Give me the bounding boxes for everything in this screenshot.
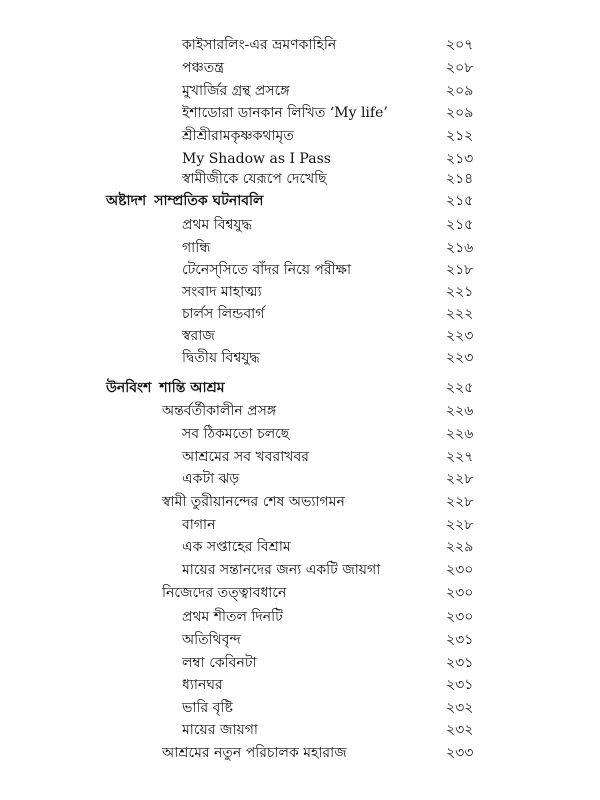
- toc-entry-title: মায়ের সন্তানদের জন্য একটি জায়গা: [182, 562, 381, 578]
- toc-page-number: ২১৮: [446, 262, 474, 278]
- toc-page-number: ২০৯: [446, 105, 474, 121]
- toc-entry-row: [0, 303, 600, 325]
- toc-page-number: ২২১: [446, 284, 474, 300]
- toc-page-number: ২২২: [446, 306, 474, 322]
- toc-entry-title: ইশাডোরা ডানকান লিখিত ‘My life’: [182, 105, 388, 121]
- toc-entry-row: [0, 559, 600, 581]
- toc-entry-row: [0, 34, 600, 56]
- toc-page-number: ২০৭: [446, 37, 474, 53]
- toc-entry-row: [0, 259, 600, 281]
- toc-entry-title: এক সপ্তাহের বিশ্রাম: [182, 539, 291, 555]
- toc-page-number: ২২৩: [446, 350, 474, 366]
- toc-page-number: ২০৯: [446, 83, 474, 99]
- toc-page-number: ২২৫: [446, 380, 474, 396]
- chapter-title: সাম্প্রতিক ঘটনাবলি: [154, 193, 264, 209]
- toc-page-number: ২২৬: [446, 403, 474, 419]
- toc-entry-title: দ্বিতীয় বিশ্বযুদ্ধ: [182, 350, 260, 366]
- toc-entry-title: অতিথিবৃন্দ: [182, 632, 241, 648]
- toc-entry-title: পঞ্চতন্ত্র: [182, 60, 224, 76]
- chapter-number-label: উনবিংশ: [106, 380, 152, 396]
- toc-entry-title: অন্তর্বর্তীকালীন প্রসঙ্গ: [162, 403, 277, 419]
- toc-page-number: ২৩০: [446, 562, 474, 578]
- toc-entry-title: স্বরাজ: [182, 328, 215, 344]
- toc-entry-title: [106, 190, 263, 212]
- toc-entry-row: [0, 674, 600, 696]
- toc-entry-row: [0, 102, 600, 124]
- toc-section-row: [0, 742, 600, 764]
- chapter-number-label: অষ্টাদশ: [106, 193, 147, 209]
- toc-page-number: ২২৭: [446, 449, 474, 465]
- toc-entry-title: টেনেস্‌সিতে বাঁদর নিয়ে পরীক্ষা: [182, 262, 352, 278]
- toc-chapter-row: [0, 377, 600, 399]
- toc-entry-title: সংবাদ মাহাত্ম্য: [182, 284, 262, 300]
- toc-entry-title: সব ঠিকমতো চলছে: [182, 426, 290, 442]
- toc-entry-row: [0, 423, 600, 445]
- toc-entry-title: My Shadow as I Pass: [182, 151, 331, 167]
- toc-entry-title: স্বামীজীকে যেরূপে দেখেছি: [182, 171, 327, 187]
- toc-page-number: ২৩০: [446, 585, 474, 601]
- toc-page-number: ২৩২: [446, 700, 474, 716]
- toc-entry-title: কাইসারলিং-এর ভ্রমণকাহিনি: [182, 37, 337, 53]
- toc-chapter-row: [0, 190, 600, 212]
- toc-page-number: ২৩১: [446, 655, 474, 671]
- toc-entry-row: [0, 214, 600, 236]
- toc-entry-row: [0, 536, 600, 558]
- toc-entry-title: একটা ঝড়: [182, 471, 240, 487]
- toc-entry-row: [0, 347, 600, 369]
- toc-entry-title: [106, 377, 225, 399]
- toc-entry-title: ভারি বৃষ্টি: [182, 700, 233, 716]
- toc-page-number: ২২৯: [446, 539, 474, 555]
- toc-page-number: ২২৬: [446, 426, 474, 442]
- toc-entry-title: মুখার্জির গ্রন্থ প্রসঙ্গে: [182, 83, 290, 99]
- toc-section-row: [0, 582, 600, 604]
- toc-entry-title: প্রথম বিশ্বযুদ্ধ: [182, 217, 252, 233]
- toc-entry-title: ধ্যানঘর: [182, 677, 223, 693]
- toc-entry-row: [0, 468, 600, 490]
- toc-page-number: ২৩১: [446, 632, 474, 648]
- toc-entry-row: [0, 446, 600, 468]
- toc-entry-title: চার্লস লিন্ডবার্গ: [182, 306, 265, 322]
- toc-section-row: [0, 400, 600, 422]
- toc-page-number: ২৩০: [446, 609, 474, 625]
- toc-section-row: [0, 491, 600, 513]
- toc-entry-title: প্রথম শীতল দিনটি: [182, 609, 283, 625]
- toc-entry-row: [0, 325, 600, 347]
- toc-page-number: ২৩৩: [446, 745, 474, 761]
- toc-entry-title: মায়ের জায়গা: [182, 722, 258, 738]
- toc-page-number: ২১৫: [446, 193, 474, 209]
- toc-page-number: ২৩২: [446, 722, 474, 738]
- toc-entry-row: [0, 80, 600, 102]
- toc-page-number: ২১৪: [446, 171, 474, 187]
- toc-page-number: ২১২: [446, 128, 474, 144]
- toc-entry-title: বাগান: [182, 517, 216, 533]
- toc-entry-title: আশ্রমের সব খবরাখবর: [182, 449, 309, 465]
- toc-page-number: ২১৩: [446, 151, 474, 167]
- toc-page-number: ২১৫: [446, 217, 474, 233]
- toc-entry-row: [0, 606, 600, 628]
- toc-entry-row: [0, 719, 600, 741]
- toc-page-number: ২৩১: [446, 677, 474, 693]
- toc-page-number: ২২৮: [446, 471, 474, 487]
- toc-entry-title: নিজেদের তত্ত্বাবধানে: [162, 585, 287, 601]
- toc-entry-row: [0, 652, 600, 674]
- toc-entry-title: লম্বা কেবিনটা: [182, 655, 257, 671]
- toc-entry-row: [0, 237, 600, 259]
- toc-entry-row: [0, 281, 600, 303]
- toc-page-number: ২২৩: [446, 328, 474, 344]
- toc-entry-row: [0, 168, 600, 190]
- toc-entry-row: [0, 57, 600, 79]
- toc-entry-row: [0, 697, 600, 719]
- toc-page-number: ২২৮: [446, 517, 474, 533]
- toc-page-number: ২০৮: [446, 60, 474, 76]
- toc-entry-row: [0, 148, 600, 170]
- toc-entry-row: [0, 514, 600, 536]
- toc-entry-title: শ্রীশ্রীরামকৃষ্ণকথামৃত: [182, 128, 294, 144]
- toc-entry-row: [0, 629, 600, 651]
- toc-page-number: ২১৬: [446, 240, 474, 256]
- toc-page-number: ২২৮: [446, 494, 474, 510]
- toc-entry-title: স্বামী তুরীয়ানন্দের শেষ অভ্যাগমন: [162, 494, 345, 510]
- chapter-title: শান্তি আশ্রম: [159, 380, 225, 396]
- toc-entry-row: [0, 125, 600, 147]
- toc-entry-title: গান্ধি: [182, 240, 211, 256]
- toc-entry-title: আশ্রমের নতুন পরিচালক মহারাজ: [162, 745, 347, 761]
